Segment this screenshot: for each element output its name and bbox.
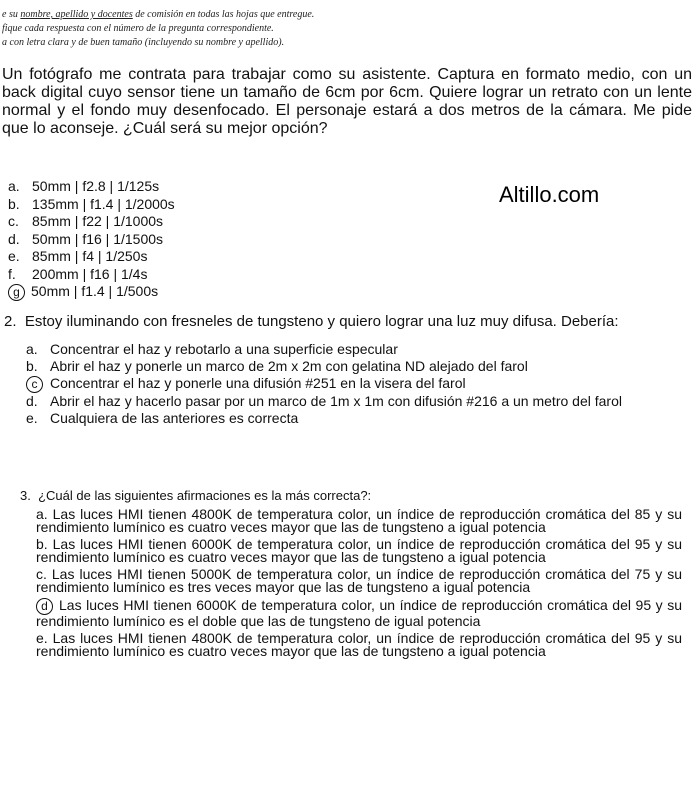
circled-answer-marker: d bbox=[36, 598, 53, 615]
question-2-title bbox=[0, 313, 700, 331]
question-3-number: 3. bbox=[20, 488, 31, 503]
question-1-text: Un fotógrafo me contrata para trabajar como su asistente. Captura en formato medio, con un back digital cuyo sensor tiene un tamaño de 6cm por 6cm. Quiere lograr un retrato con un lente normal y el fondo muy desenfocado. El personaje estará a dos metros de la cámara. Me pide que lo aconseje. ¿Cuál será su mejor opción? bbox=[2, 66, 692, 137]
question-2-number: 2. bbox=[4, 313, 17, 330]
q3-option bbox=[20, 508, 682, 534]
q1-option bbox=[8, 266, 308, 284]
question-3 bbox=[20, 488, 682, 658]
q1-option bbox=[8, 248, 308, 266]
q2-option-letter: e. bbox=[26, 410, 38, 426]
instruction-line-2: fique cada respuesta con el número de la pregunta correspondiente. bbox=[2, 23, 274, 34]
circled-answer-marker: c bbox=[26, 376, 43, 393]
q2-option-text: Cualquiera de las anteriores es correcta bbox=[50, 410, 299, 426]
question-2-text: Estoy iluminando con fresneles de tungsteno y quiero lograr una luz muy difusa. Debería: bbox=[24, 313, 619, 330]
q2-option bbox=[26, 410, 686, 427]
q3-option-text: Las luces HMI tienen 4800K de temperatura color, un índice de reproducción cromática del 95 y su rendimiento lumínico es cuatro veces mayor que las de tungsteno a igual potencia bbox=[36, 630, 682, 659]
q3-option-letter: b. bbox=[36, 536, 48, 552]
question-3-text: ¿Cuál de las siguientes afirmaciones es la más correcta?: bbox=[38, 488, 372, 503]
q1-option-text: 85mm | f4 | 1/250s bbox=[32, 248, 148, 264]
q1-option-letter: d. bbox=[8, 230, 20, 247]
q3-option-letter: a. bbox=[36, 506, 48, 522]
q1-option bbox=[8, 196, 308, 214]
q1-option-text: 135mm | f1.4 | 1/2000s bbox=[32, 195, 175, 212]
q2-option-text: Abrir el haz y hacerlo pasar por un marco de 1m x 1m con difusión #216 a un metro del farol bbox=[50, 393, 622, 409]
q3-option-text: Las luces HMI tienen 6000K de temperatura color, un índice de reproducción cromática del 95 y su rendimiento lumínico es el doble que las de tungsteno de igual potencia bbox=[36, 597, 682, 629]
q1-option-text: 50mm | f16 | 1/1500s bbox=[32, 230, 164, 247]
instruction-line-1 bbox=[0, 8, 700, 22]
question-2 bbox=[0, 313, 700, 427]
q2-option-text: Abrir el haz y ponerle un marco de 2m x 2m con gelatina ND alejado del farol bbox=[50, 358, 528, 374]
brand-watermark: Altillo.com bbox=[499, 182, 600, 207]
q1-option-selected bbox=[8, 283, 308, 301]
q1-option bbox=[8, 178, 308, 196]
q1-option bbox=[8, 213, 308, 231]
q3-option bbox=[20, 632, 682, 658]
q3-option-selected bbox=[20, 598, 682, 628]
q3-option-text: Las luces HMI tienen 4800K de temperatura color, un índice de reproducción cromática del 85 y su rendimiento lumínico es cuatro veces mayor que las de tungsteno a igual potencia bbox=[36, 506, 682, 535]
q2-option-selected bbox=[26, 375, 686, 393]
q1-option-text: 50mm | f2.8 | 1/125s bbox=[32, 178, 160, 194]
question-3-title bbox=[20, 488, 682, 504]
q3-option bbox=[20, 538, 682, 564]
q2-option bbox=[26, 341, 686, 358]
q3-option-text: Las luces HMI tienen 6000K de temperatura color, un índice de reproducción cromática del 95 y su rendimiento lumínico es cuatro veces mayor que las de tungsteno a igual potencia bbox=[36, 536, 682, 565]
instruction-line-1-post: de comisión en todas las hojas que entregue. bbox=[132, 9, 315, 20]
q1-option-text: 85mm | f22 | 1/1000s bbox=[32, 213, 164, 229]
q1-option-letter: f. bbox=[8, 265, 16, 282]
q2-option bbox=[26, 358, 686, 375]
q3-option-letter: e. bbox=[36, 630, 48, 646]
q1-option-letter: a. bbox=[8, 178, 20, 194]
q1-option bbox=[8, 231, 308, 249]
instruction-line-1-underlined: nombre, apellido y docentes bbox=[20, 9, 133, 20]
instruction-line-1-pre: e su bbox=[2, 9, 21, 20]
instruction-line-3: a con letra clara y de buen tamaño (incluyendo su nombre y apellido). bbox=[2, 37, 285, 48]
q2-option-text: Concentrar el haz y ponerle una difusión #251 en la visera del farol bbox=[50, 375, 466, 391]
q2-option-letter: b. bbox=[26, 358, 38, 374]
q2-option-letter: a. bbox=[26, 341, 38, 357]
q1-option-letter: b. bbox=[8, 195, 20, 212]
q2-option-text: Concentrar el haz y rebotarlo a una superficie especular bbox=[50, 341, 398, 357]
q1-option-letter: c. bbox=[8, 213, 19, 229]
q3-option-text: Las luces HMI tienen 5000K de temperatura color, un índice de reproducción cromática del 75 y su rendimiento lumínico es tres veces mayor que las de tungsteno a igual potencia bbox=[36, 566, 682, 595]
question-1-options bbox=[8, 178, 308, 301]
q2-option-letter: d. bbox=[26, 393, 38, 409]
q1-option-letter: e. bbox=[8, 248, 20, 264]
q1-option-text: 200mm | f16 | 1/4s bbox=[32, 265, 148, 282]
instructions-header bbox=[0, 8, 700, 50]
question-2-options bbox=[0, 341, 686, 427]
q2-option bbox=[26, 393, 686, 410]
circled-answer-marker: g bbox=[8, 284, 25, 301]
q3-option-letter: c. bbox=[36, 566, 47, 582]
q1-option-text: 50mm | f1.4 | 1/500s bbox=[31, 283, 159, 299]
q3-option bbox=[20, 568, 682, 594]
